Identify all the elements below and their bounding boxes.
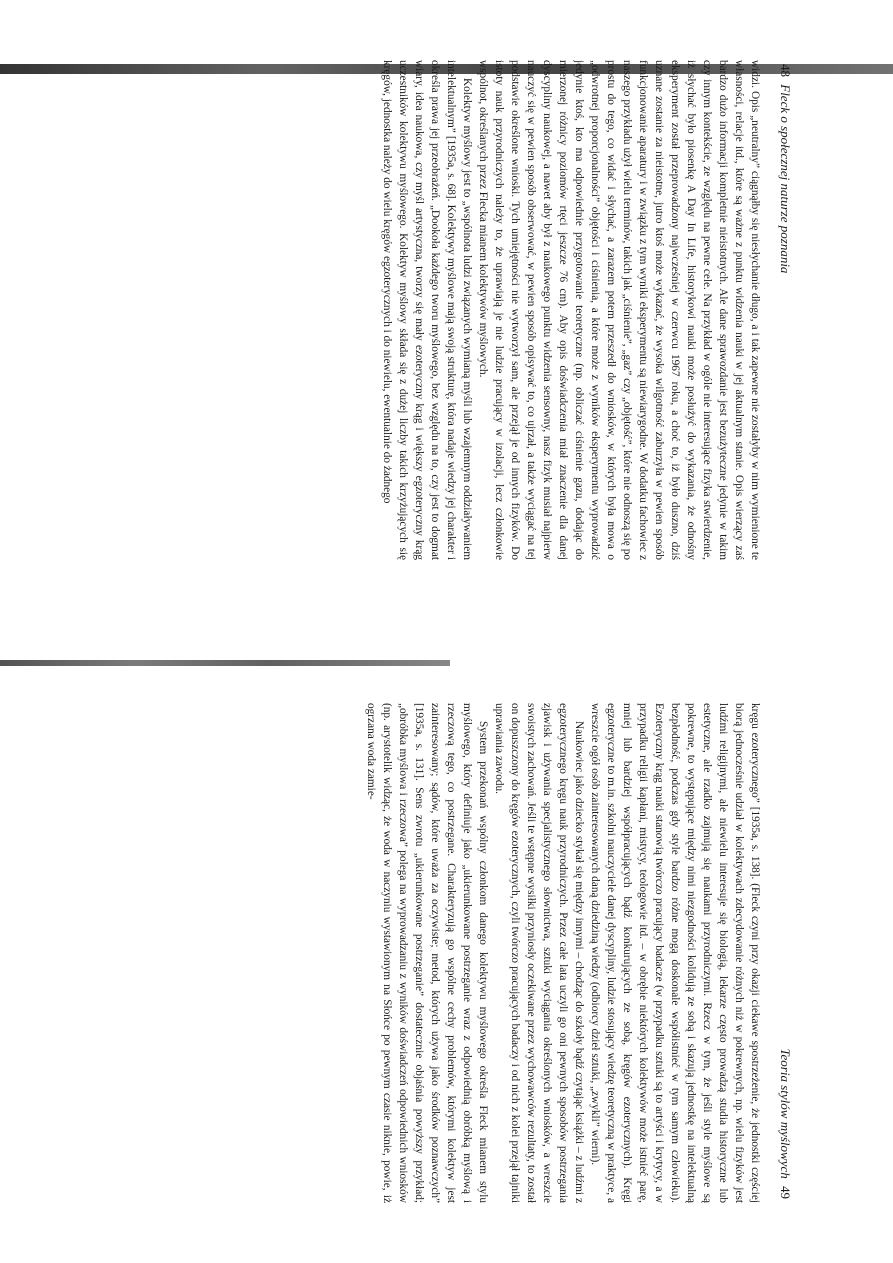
right-paragraph-1: kręgu ezoterycznego” [1935a, s. 138]. (Fleck czyni przy okazji ciekawe spostrzeżenie, że jednostki częściej biorą jednocześnie udział w kolektywach zdecydowanie różnych niż w pokrewnych, np. wielu fizyków jest ludźmi religijnymi, ale niewielu interesuje się biologią, lekarze często prowadzą studia historyczne lub estetyczne, ale rzadko zajmują się naukami przyrodniczymi. Rzecz w tym, że jeśli style myślowe są pokrewne, to występujące między nimi niezgodności kolidują ze sobą i skazują jednostkę na intelektualną bezpłodność, podczas gdy style bardzo różne mogą doskonale współistnieć w tym samym człowieku). Ezoteryczny krąg nauki stanowią twórczo pracujący badacze (w przypadku sztuki są to artyści i krytycy, a w przypadku religii kapłani, mistycy, teologowie itd. – w obrębie niektórych kolektywów może istnieć parę, mniej lub bardziej współpracujących bądź konkurujących ze sobą, kręgów ezoterycznych). Kręgi egzoteryczne to m.in. szkolni nauczyciele danej dyscypliny, ludzie stosujący wiedzę teoretyczną w praktyce, a wreszcie ogół osób zainteresowanych daną dziedziną wiedzy (odbiorcy dzieł sztuki, „zwykli” wierni). (589, 703, 761, 1203)
right-running-head (777, 1049, 793, 1204)
left-paragraph-2: Kolektyw myślowy jest to „wspólnota ludzi związanych wymianą myśli lub wzajemnym oddziaływaniem intelektualnym” [1935a, s. 68]. Kolektywy myślowe mają swoją strukturę, która nadaje wiedzy jej charakter i określa prawa jej przeobrażeń. „Dookoła każdego tworu myślowego, bez względu na to, czy jest to dogmat wiary, idea naukowa, czy myśl artystyczna, tworzy się mały ezoteryczny krąg i większy egzoteryczny krąg uczestników kolektywu myślowego. Kolektyw myślowy składa się z dużej liczby takich krzyżujących się kręgów, jednostka należy do wielu kręgów egzoterycznych i do niewielu, ewentualnie do żadnego (381, 60, 473, 560)
right-running-head-text: Teoria stylów myślowych (778, 1048, 793, 1179)
right-paragraph-3: System przekonań wspólny członkom danego kolektywu myślowego określa Fleck mianem stylu myślowego, który definiuje jako „ukierunkowane postrzeganie wraz z odpowiednią obróbką myślową i rzeczową tego, co postrzegane. Charakteryzują go wspólne cechy problemów, którymi kolektyw jest zainteresowany; sądów, które uważa za oczywiste; metod, których używa jako środków poznawczych” [1935a, s. 131]. Sens zwrotu „ukierunkowane postrzeganie” dostatecznie objaśnia powyższy przykład; „obróbka myślowa i rzeczowa” polega na wyprowadzaniu z wyników doświadczeń odpowiednich wniosków (np. arystotelik widząc, że woda w naczyniu wystawionym na Słońce po pewnym czasie niknie, powie, iż ogrzana woda zamie- (365, 703, 489, 1203)
left-running-head (777, 60, 793, 273)
left-running-head-text: Fleck o społecznej naturze poznania (778, 84, 793, 274)
left-paragraph-1: widzi. Opis „neutralny” ciągnąłby się niesłychanie długo, a i tak zapewne nie zostałyby w nim wymienione te własności, relacje itd., które są ważne z punktu widzenia nauki w jej aktualnym stanie. Opis wierzący zaś bardzo dużo informacji kompletnie nieistotnych. Ale dane sprawozdanie jest bezużyteczne jedynie w takim czy innym kontekście, ze względu na pewne cele. Na przykład w ogóle nie interesujące fizyka stwierdzenie, iż słychać było piosenkę A Day In Life, historykowi nauki może posłużyć do wykazania, że odnośny eksperyment został przeprowadzony najwcześniej w czerwcu 1967 roku, a choć to, iż było duszno, dziś uznane zostanie za nieistotne, jutro ktoś może wykazać, że wysoka wilgotność zaburzyła w pewien sposób funkcjonowanie aparatury i w związku z tym wyniki eksperymentu są niewiarygodne. W dodatku fachowiec z naszego przykładu użył wielu terminów, takich jak „ciśnienie”, „gaz” czy „objętość”, które nie odnoszą się po prostu do tego, co widać i słychać, a zarazem potem przeszedł do wniosków, w których była mowa o „odwrotnej proporcjonalności” objętości i ciśnienia, a które może z wyników eksperymentu wyprowadzić jedynie ktoś, kto ma odpowiednie przygotowanie teoretyczne (np. obliczać ciśnienie gazu, dodając do mierzonej różnicy poziomów rtęci jeszcze 76 cm). Aby opis doświadczenia miał znaczenie dla danej dyscypliny naukowej, a nawet aby był z naukowego punktu widzenia sensowny, nasz fizyk musiał najpierw nauczyć się w pewien sposób obserwować, w pewien sposób opisywać to, co ujrzał, a także wyciągać na tej podstawie określone wnioski. Tych umiejętności nie wytworzył sam, ale przejął je od innych fizyków. Do istoty nauk przyrodniczych należy to, że uprawiają je nie ludzie pracujący w izolacji, lecz członkowie wspólnot, określanych przez Flecka mianem kolektywów myślowych. (477, 60, 761, 560)
right-page-number: 49 (778, 1186, 793, 1199)
left-page-body (93, 60, 763, 560)
right-paragraph-2: Naukowiec jako dziecko stykał się między innymi – chodząc do szkoły bądź czytając książki – z ludźmi z egzoterycznego kręgu nauk przyrodniczych. Przez całe lata uczyli go oni pewnych sposobów postrzegania zjawisk i używania specjalistycznego słownictwa, sztuki wyciągania określonych wniosków, a wreszcie swoistych zachowań. Jeśli te wstępne wysiłki przyniosły oczekiwane przez wychowawców rezultaty, to został on dopuszczony do kręgów ezoterycznych, czyli twórczo pracujących badaczy i od nich z kolei przejął tajniki uprawiania zawodu. (493, 703, 585, 1203)
left-page-number: 48 (778, 64, 793, 77)
right-page-body (93, 703, 763, 1203)
